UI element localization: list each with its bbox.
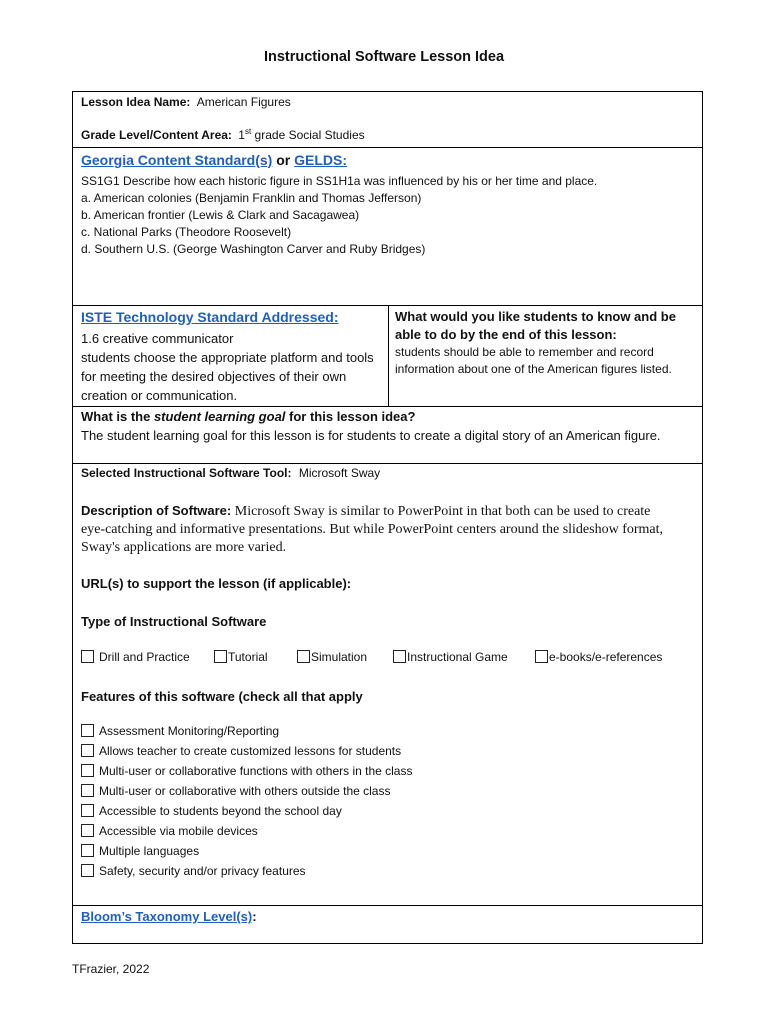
georgia-standards-link[interactable]: Georgia Content Standard(s): [81, 152, 273, 168]
grade-value: [238, 128, 364, 142]
checkbox[interactable]: [297, 650, 310, 663]
description-label: Description of Software:: [81, 503, 232, 518]
gelds-link[interactable]: GELDS:: [294, 152, 348, 168]
standard-line: d. Southern U.S. (George Washington Carver and Ruby Bridges): [81, 242, 426, 256]
feature-option[interactable]: [81, 824, 258, 838]
type-label: Type of Instructional Software: [81, 614, 267, 629]
lesson-name-label: Lesson Idea Name:: [81, 95, 191, 109]
type-option-label: Instructional Game: [407, 650, 508, 664]
feature-label: Multi-user or collaborative with others outside the class: [99, 784, 391, 798]
type-option-label: Drill and Practice: [99, 650, 190, 664]
page-title: Instructional Software Lesson Idea: [263, 49, 505, 65]
url-label: URL(s) to support the lesson (if applicable):: [81, 576, 352, 591]
features-label: Features of this software (check all that apply: [81, 689, 363, 704]
grade-number: 1: [238, 128, 245, 142]
checkbox[interactable]: [535, 650, 548, 663]
iste-know-section: [73, 306, 702, 407]
blooms-section: [73, 906, 702, 943]
checkbox[interactable]: [81, 764, 94, 777]
standards-list: [81, 173, 597, 258]
blooms-heading: [81, 909, 257, 924]
standards-section: [73, 148, 702, 306]
goal-question-italic: student learning goal: [153, 409, 286, 424]
feature-option[interactable]: [81, 724, 279, 738]
type-option-tutorial[interactable]: [214, 650, 268, 664]
or-text: or: [276, 152, 291, 168]
know-answer: students should be able to remember and record information about one of the American figures listed.: [395, 345, 672, 376]
type-option-simulation[interactable]: [297, 650, 367, 664]
tool-value: Microsoft Sway: [298, 466, 381, 480]
feature-label: Assessment Monitoring/Reporting: [99, 724, 280, 738]
blooms-link[interactable]: Bloom’s Taxonomy Level(s): [81, 909, 253, 924]
know-cell: [389, 306, 702, 406]
standard-line: b. American frontier (Lewis & Clark and Sacagawea): [81, 208, 360, 222]
type-option-game[interactable]: [393, 650, 508, 664]
checkbox[interactable]: [81, 864, 94, 877]
grade-suffix-sup: st: [244, 127, 252, 136]
type-option-drill[interactable]: [81, 650, 190, 664]
lesson-info-section: [73, 92, 702, 148]
goal-question: [81, 409, 415, 424]
lesson-form: [72, 91, 703, 944]
iste-content: [81, 329, 381, 405]
feature-label: Multi-user or collaborative functions with others in the class: [99, 764, 413, 778]
checkbox[interactable]: [81, 804, 94, 817]
iste-cell: [73, 306, 389, 406]
tool-label: Selected Instructional Software Tool:: [81, 466, 292, 480]
feature-option[interactable]: [81, 844, 199, 858]
feature-option[interactable]: [81, 744, 401, 758]
iste-description: students choose the appropriate platform and tools for meeting the desired objectives of their own creation or communication.: [81, 350, 374, 403]
checkbox[interactable]: [81, 784, 94, 797]
checkbox[interactable]: [81, 650, 94, 663]
description-text: Microsoft Sway is similar to PowerPoint in that both can be used to create eye-catching and informative presentations. But while PowerPoint centers around the slideshow format, Sway's applications are more varied.: [81, 504, 664, 555]
checkbox[interactable]: [81, 844, 94, 857]
type-option-label: Simulation: [311, 650, 368, 664]
grade-label: Grade Level/Content Area:: [81, 128, 232, 142]
checkbox[interactable]: [393, 650, 406, 663]
footer-credit: TFrazier, 2022: [72, 962, 150, 976]
checkbox[interactable]: [81, 724, 94, 737]
grade-subject: grade Social Studies: [254, 128, 365, 142]
standard-line: SS1G1 Describe how each historic figure in SS1H1a was influenced by his or her time and place.: [81, 174, 598, 188]
feature-option[interactable]: [81, 804, 342, 818]
iste-heading-link[interactable]: ISTE Technology Standard Addressed:: [81, 309, 339, 325]
goal-question-end: for this lesson idea?: [285, 409, 416, 424]
feature-option[interactable]: [81, 764, 412, 778]
software-description: [81, 502, 671, 557]
feature-label: Accessible to students beyond the school day: [99, 804, 342, 818]
tool-row: [81, 465, 380, 482]
lesson-name-row: [81, 94, 291, 111]
type-option-label: Tutorial: [228, 650, 268, 664]
type-option-label: e-books/e-references: [549, 650, 663, 664]
feature-label: Multiple languages: [99, 844, 200, 858]
standard-line: a. American colonies (Benjamin Franklin and Thomas Jefferson): [81, 191, 422, 205]
type-option-ebooks[interactable]: [535, 650, 662, 664]
software-section: [73, 464, 702, 906]
lesson-name-value: American Figures: [196, 95, 291, 109]
checkbox[interactable]: [81, 824, 94, 837]
feature-option[interactable]: [81, 784, 390, 798]
grade-row: [81, 123, 365, 144]
feature-label: Safety, security and/or privacy features: [99, 864, 306, 878]
checkbox[interactable]: [81, 744, 94, 757]
blooms-colon: :: [252, 909, 257, 924]
goal-section: [73, 407, 702, 464]
goal-question-start: What is the: [81, 409, 154, 424]
iste-standard: 1.6 creative communicator: [81, 331, 234, 346]
feature-option[interactable]: [81, 864, 306, 878]
checkbox[interactable]: [214, 650, 227, 663]
goal-answer: The student learning goal for this lesson is for students to create a digital story of an American figure.: [81, 428, 661, 443]
feature-label: Allows teacher to create customized lessons for students: [99, 744, 402, 758]
standard-line: c. National Parks (Theodore Roosevelt): [81, 225, 292, 239]
standards-heading: [81, 152, 347, 168]
feature-label: Accessible via mobile devices: [99, 824, 258, 838]
know-heading: What would you like students to know and be able to do by the end of this lesson:: [395, 309, 676, 342]
